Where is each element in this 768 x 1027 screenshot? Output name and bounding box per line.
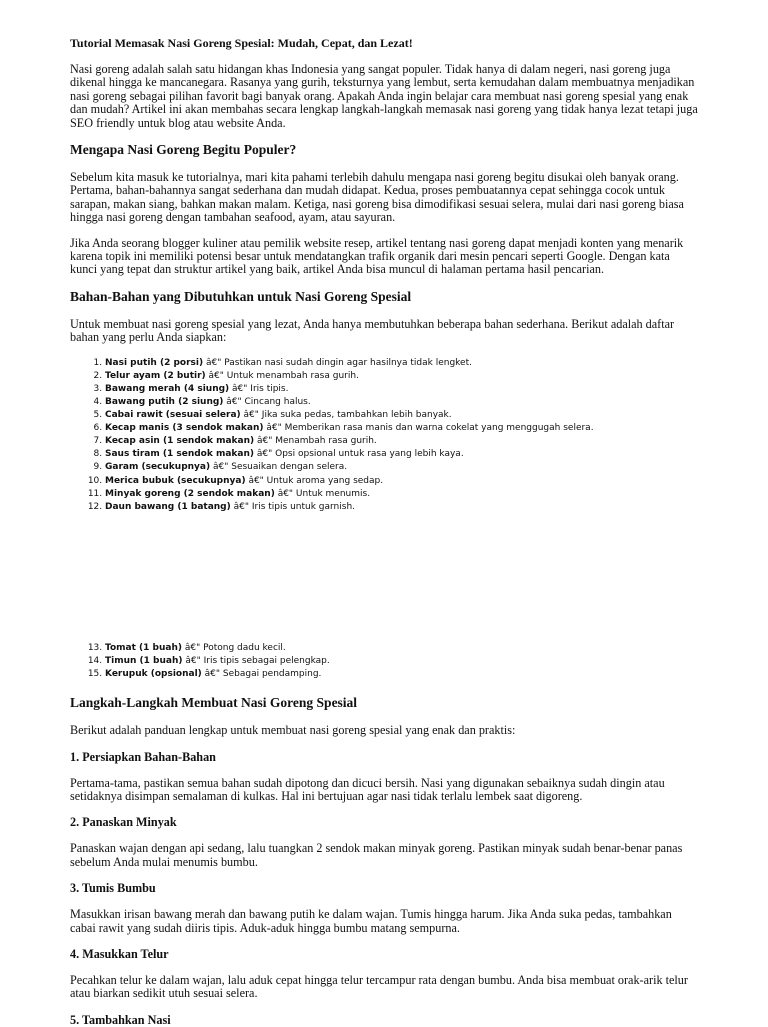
list-item bbox=[105, 396, 698, 409]
section-heading-popular: Mengapa Nasi Goreng Begitu Populer? bbox=[70, 142, 297, 158]
document-title: Tutorial Memasak Nasi Goreng Spesial: Mudah, Cepat, dan Lezat! bbox=[70, 36, 413, 50]
step-paragraph: Panaskan wajan dengan api sedang, lalu tuangkan 2 sendok makan minyak goreng. Pastikan minyak sudah benar-benar panas sebelum Anda mulai menumis bumbu. bbox=[70, 841, 683, 869]
ingredient-desc: â€" Iris tipis. bbox=[232, 383, 289, 394]
section-heading-steps: Langkah-Langkah Membuat Nasi Goreng Spesial bbox=[70, 695, 358, 711]
ingredient-name: Saus tiram (1 sendok makan) bbox=[105, 449, 255, 460]
ingredient-name: Cabai rawit (sesuai selera) bbox=[105, 410, 241, 421]
ingredient-name: Merica bubuk (secukupnya) bbox=[105, 475, 246, 486]
ingredient-desc: â€" Memberikan rasa manis dan warna cokelat yang menggugah selera. bbox=[266, 423, 594, 434]
list-item bbox=[105, 642, 698, 655]
step-paragraph: Pecahkan telur ke dalam wajan, lalu aduk cepat hingga telur tercampur rata dengan bumbu. Anda bisa membuat orak-arik telur atau biarkan sedikit utuh sesuai selera. bbox=[70, 972, 688, 1001]
ingredient-name: Bawang putih (2 siung) bbox=[105, 396, 224, 407]
ingredient-desc: â€" Untuk menumis. bbox=[277, 488, 371, 499]
ingredient-name: Telur ayam (2 butir) bbox=[105, 370, 206, 381]
list-item bbox=[105, 461, 698, 474]
ingredient-name: Kecap manis (3 sendok makan) bbox=[105, 423, 264, 434]
ingredient-desc: â€" Potong dadu kecil. bbox=[184, 642, 286, 653]
list-item bbox=[105, 501, 698, 514]
ingredient-desc: â€" Sebagai pendamping. bbox=[204, 669, 322, 679]
list-item bbox=[105, 488, 698, 501]
section-paragraph: Berikut adalah panduan lengkap untuk membuat nasi goreng spesial yang enak dan praktis: bbox=[70, 723, 516, 738]
list-item bbox=[105, 448, 698, 461]
step-heading: 2. Panaskan Minyak bbox=[70, 815, 177, 830]
intro-paragraph: Nasi goreng adalah salah satu hidangan khas Indonesia yang sangat populer. Tidak hanya di dalam negeri, nasi goreng juga dikenal hingga ke mancanegara. Rasanya yang gurih, teksturnya yang lembut, serta kemudahan dalam membuatnya menjadikan nasi goreng sebagai pilihan favorit bagi banyak orang. Apakah Anda ingin belajar cara membuat nasi goreng spesial yang enak dan mudah? Artikel ini akan membahas secara lengkap langkah-langkah memasak nasi goreng yang tidak hanya lezat tetapi juga SEO friendly untuk blog atau website Anda. bbox=[70, 62, 698, 130]
list-item bbox=[105, 357, 698, 370]
ingredient-desc: â€" Opsi opsional untuk rasa yang lebih kaya. bbox=[256, 449, 464, 460]
list-item bbox=[105, 409, 698, 422]
ingredient-name: Tomat (1 buah) bbox=[105, 642, 182, 653]
ingredient-desc: â€" Jika suka pedas, tambahkan lebih banyak. bbox=[243, 410, 452, 421]
step-heading: 4. Masukkan Telur bbox=[70, 946, 169, 961]
list-item bbox=[105, 668, 698, 681]
ingredient-desc: â€" Iris tipis sebagai pelengkap. bbox=[185, 655, 330, 666]
ingredient-name: Minyak goreng (2 sendok makan) bbox=[105, 488, 275, 499]
section-paragraph: Sebelum kita masuk ke tutorialnya, mari kita pahami terlebih dahulu mengapa nasi goreng begitu disukai oleh banyak orang. Pertama, bahan-bahannya sangat sederhana dan mudah didapat. Kedua, proses pembuatannya cepat sehingga cocok untuk sarapan, makan siang, bahkan makan malam. Ketiga, nasi goreng bisa dimodifikasi sesuai selera, mulai dari nasi goreng biasa hingga nasi goreng dengan tambahan seafood, ayam, atau sayuran. bbox=[70, 170, 684, 225]
ingredient-desc: â€" Sesuaikan dengan selera. bbox=[212, 462, 348, 473]
step-heading: 1. Persiapkan Bahan-Bahan bbox=[70, 749, 216, 764]
list-item bbox=[105, 475, 698, 488]
ingredient-list-continued bbox=[70, 642, 698, 681]
ingredient-name: Garam (secukupnya) bbox=[105, 462, 211, 473]
section-heading-ingredients: Bahan-Bahan yang Dibutuhkan untuk Nasi Goreng Spesial bbox=[70, 288, 412, 304]
list-item bbox=[105, 370, 698, 383]
ingredient-desc: â€" Iris tipis untuk garnish. bbox=[233, 501, 356, 512]
ingredient-desc: â€" Untuk menambah rasa gurih. bbox=[208, 370, 359, 381]
ingredient-desc: â€" Cincang halus. bbox=[226, 396, 311, 407]
step-heading: 5. Tambahkan Nasi bbox=[70, 1012, 171, 1027]
ingredient-desc: â€" Pastikan nasi sudah dingin agar hasilnya tidak lengket. bbox=[205, 357, 472, 368]
ingredient-name: Daun bawang (1 batang) bbox=[105, 501, 231, 512]
ingredient-list bbox=[70, 357, 698, 514]
list-item bbox=[105, 655, 698, 668]
ingredient-name: Kerupuk (opsional) bbox=[105, 669, 202, 679]
step-heading: 3. Tumis Bumbu bbox=[70, 881, 156, 896]
ingredient-desc: â€" Untuk aroma yang sedap. bbox=[248, 475, 384, 486]
ingredient-name: Timun (1 buah) bbox=[105, 655, 183, 666]
section-paragraph: Jika Anda seorang blogger kuliner atau pemilik website resep, artikel tentang nasi goreng dapat menjadi konten yang menarik karena topik ini memiliki potensi besar untuk mendatangkan trafik organik dari mesin pencari seperti Google. Dengan kata kunci yang tepat dan struktur artikel yang baik, artikel Anda bisa muncul di halaman pertama hasil pencarian. bbox=[70, 235, 684, 277]
step-paragraph: Masukkan irisan bawang merah dan bawang putih ke dalam wajan. Tumis hingga harum. Jika Anda suka pedas, tambahkan cabai rawit yang sudah diiris tipis. Aduk-aduk hingga bumbu matang sempurna. bbox=[70, 907, 672, 935]
ingredient-name: Nasi putih (2 porsi) bbox=[105, 357, 204, 368]
list-item bbox=[105, 383, 698, 396]
step-paragraph: Pertama-tama, pastikan semua bahan sudah dipotong dan dicuci bersih. Nasi yang digunakan sebaiknya sudah dingin atau setidaknya disimpan semalaman di kulkas. Hal ini bertujuan agar nasi tidak terlalu lembek saat digoreng. bbox=[70, 775, 665, 803]
list-item bbox=[105, 422, 698, 435]
section-paragraph: Untuk membuat nasi goreng spesial yang lezat, Anda hanya membutuhkan beberapa bahan sederhana. Berikut adalah daftar bahan yang perlu Anda siapkan: bbox=[70, 316, 675, 345]
ingredient-name: Kecap asin (1 sendok makan) bbox=[105, 436, 255, 447]
ingredient-name: Bawang merah (4 siung) bbox=[105, 383, 230, 394]
ingredient-desc: â€" Menambah rasa gurih. bbox=[257, 436, 377, 447]
list-item bbox=[105, 435, 698, 448]
blank-gap bbox=[70, 528, 698, 638]
